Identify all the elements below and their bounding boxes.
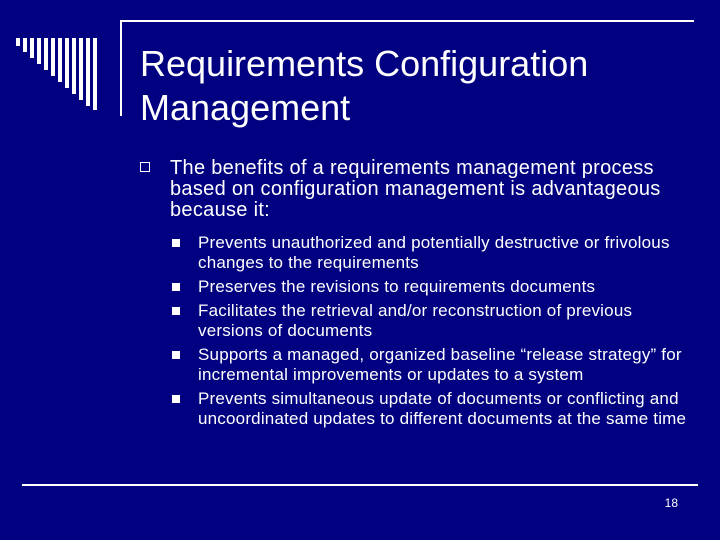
hollow-square-bullet-icon — [140, 162, 150, 172]
bottom-divider — [22, 484, 698, 486]
sub-bullet-text: Preserves the revisions to requirements documents — [198, 277, 596, 296]
sub-bullet-text: Prevents unauthorized and potentially destructive or frivolous changes to the requirements — [198, 233, 670, 272]
sub-bullet-item — [170, 233, 700, 273]
filled-square-bullet-icon — [172, 395, 180, 403]
top-divider — [120, 20, 694, 22]
main-bullet-text: The benefits of a requirements management process based on configuration management is advantageous because it: — [170, 157, 661, 221]
main-bullet-item — [140, 158, 700, 221]
slide-body — [140, 158, 700, 433]
sub-bullet-text: Supports a managed, organized baseline “release strategy” for incremental improvements or updates to a system — [198, 345, 682, 384]
filled-square-bullet-icon — [172, 239, 180, 247]
sub-bullet-item — [170, 277, 700, 297]
sub-bullet-item — [170, 301, 700, 341]
filled-square-bullet-icon — [172, 307, 180, 315]
filled-square-bullet-icon — [172, 283, 180, 291]
vertical-divider — [120, 20, 122, 116]
sub-bullet-text: Prevents simultaneous update of documents or conflicting and uncoordinated updates to different documents at the same time — [198, 389, 687, 428]
page-number: 18 — [664, 496, 678, 510]
decorative-bars-icon — [16, 30, 136, 110]
sub-bullet-list — [170, 233, 700, 429]
sub-bullet-item — [170, 389, 700, 429]
slide-title: Requirements Configuration Management — [140, 43, 589, 128]
sub-bullet-item — [170, 345, 700, 385]
sub-bullet-text: Facilitates the retrieval and/or reconstruction of previous versions of documents — [198, 301, 633, 340]
filled-square-bullet-icon — [172, 351, 180, 359]
